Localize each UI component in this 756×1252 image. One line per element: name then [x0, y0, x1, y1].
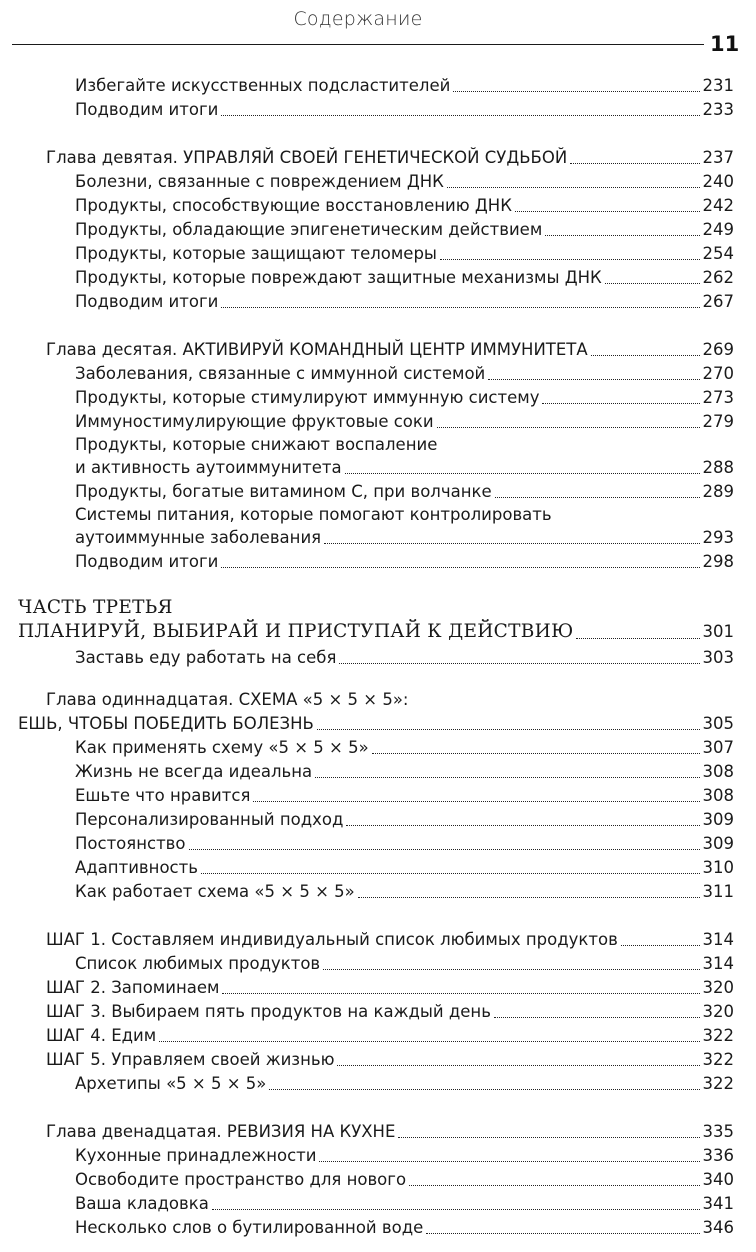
toc-entry-page: 303	[702, 648, 734, 667]
toc-chapter-entry[interactable]	[46, 1121, 734, 1143]
dot-leader	[576, 638, 699, 639]
toc-entry-page: 322	[702, 1074, 734, 1093]
toc-entry-page: 267	[702, 292, 734, 311]
toc-entry[interactable]	[75, 551, 734, 573]
toc-entry[interactable]	[75, 761, 734, 783]
toc-entry[interactable]	[75, 527, 734, 549]
toc-entry[interactable]	[75, 363, 734, 385]
toc-entry-page: 314	[702, 930, 734, 949]
dot-leader	[269, 1089, 699, 1090]
toc-entry-title: Глава девятая. УПРАВЛЯЙ СВОЕЙ ГЕНЕТИЧЕСКОЙ СУДЬБОЙ	[46, 148, 568, 167]
dot-leader	[315, 777, 699, 778]
dot-leader	[212, 1209, 700, 1210]
dot-leader	[358, 897, 700, 898]
toc-entry-page: 301	[702, 622, 734, 641]
dot-leader	[545, 235, 699, 236]
toc-entry-title: Архетипы «5 × 5 × 5»	[75, 1074, 267, 1093]
toc-entry-title: Болезни, связанные с повреждением ДНК	[75, 172, 444, 191]
toc-entry-title: Продукты, способствующие восстановлению ДНК	[75, 196, 512, 215]
toc-entry-title: и активность аутоиммунитета	[75, 458, 342, 477]
toc-entry[interactable]	[75, 243, 734, 265]
toc-entry-title-line1[interactable]: Системы питания, которые помогают контролировать	[75, 505, 552, 524]
toc-entry-page: 307	[702, 738, 734, 757]
toc-entry-page: 336	[702, 1146, 734, 1165]
toc-chapter-title-line1[interactable]: Глава одиннадцатая. СХЕМА «5 × 5 × 5»:	[46, 690, 409, 709]
toc-entry-page: 288	[702, 458, 734, 477]
toc-entry-title: Иммуностимулирующие фруктовые соки	[75, 412, 434, 431]
toc-step-entry[interactable]	[46, 1025, 734, 1047]
toc-entry-title: Освободите пространство для нового	[75, 1170, 407, 1189]
dot-leader	[337, 1065, 699, 1066]
toc-entry-page: 237	[702, 148, 734, 167]
toc-entry-title: Список любимых продуктов	[75, 954, 321, 973]
toc-entry-page: 254	[702, 244, 734, 263]
toc-entry[interactable]	[75, 457, 734, 479]
toc-entry-page: 320	[702, 1002, 734, 1021]
toc-entry-page: 279	[702, 412, 734, 431]
toc-chapter-entry[interactable]	[18, 713, 734, 735]
toc-entry-page: 249	[702, 220, 734, 239]
toc-entry-page: 298	[702, 552, 734, 571]
toc-entry-title: аутоиммунные заболевания	[75, 528, 322, 547]
toc-entry-title: Продукты, богатые витамином C, при волчанке	[75, 482, 492, 501]
dot-leader	[494, 1017, 700, 1018]
toc-part-entry[interactable]	[18, 620, 734, 644]
toc-entry-page: 341	[702, 1194, 734, 1213]
toc-entry-title: ЕШЬ, ЧТОБЫ ПОБЕДИТЬ БОЛЕЗНЬ	[18, 714, 314, 733]
toc-entry-page: 270	[702, 364, 734, 383]
toc-entry[interactable]	[75, 75, 734, 97]
toc-entry-title: ПЛАНИРУЙ, ВЫБИРАЙ И ПРИСТУПАЙ К ДЕЙСТВИЮ	[18, 621, 574, 642]
dot-leader	[570, 163, 699, 164]
toc-entry-title: Ешьте что нравится	[75, 786, 251, 805]
toc-entry-title: Персонализированный подход	[75, 810, 344, 829]
toc-entry[interactable]	[75, 647, 734, 669]
dot-leader	[542, 403, 699, 404]
toc-entry[interactable]	[75, 387, 734, 409]
toc-entry-page: 322	[702, 1026, 734, 1045]
toc-entry-page: 320	[702, 978, 734, 997]
toc-entry-title: Ваша кладовка	[75, 1194, 209, 1213]
dot-leader	[621, 945, 700, 946]
toc-entry[interactable]	[75, 1217, 734, 1239]
dot-leader	[605, 283, 700, 284]
toc-step-entry[interactable]	[46, 977, 734, 999]
dot-leader	[221, 567, 699, 568]
toc-entry-title-line1[interactable]: Продукты, которые снижают воспаление	[75, 435, 438, 454]
dot-leader	[495, 497, 700, 498]
toc-entry-title: Как применять схему «5 × 5 × 5»	[75, 738, 369, 757]
toc-entry-page: 273	[702, 388, 734, 407]
toc-entry-title: Несколько слов о бутилированной воде	[75, 1218, 424, 1237]
toc-entry-page: 289	[702, 482, 734, 501]
toc-entry-page: 314	[702, 954, 734, 973]
toc-entry-title: ШАГ 2. Запоминаем	[46, 978, 220, 997]
toc-entry-title: ШАГ 1. Составляем индивидуальный список любимых продуктов	[46, 930, 618, 949]
toc-entry-page: 310	[702, 858, 734, 877]
dot-leader	[222, 993, 699, 994]
toc-entry[interactable]	[75, 785, 734, 807]
header-rule	[12, 44, 704, 45]
toc-entry[interactable]	[75, 857, 734, 879]
toc-entry-page: 240	[702, 172, 734, 191]
toc-entry[interactable]	[75, 737, 734, 759]
toc-entry-title: ШАГ 3. Выбираем пять продуктов на каждый день	[46, 1002, 491, 1021]
toc-entry-title: Постоянство	[75, 834, 186, 853]
toc-entry[interactable]	[75, 953, 734, 975]
page-header-title: Содержание	[293, 8, 423, 30]
toc-step-entry[interactable]	[46, 929, 734, 951]
dot-leader	[345, 473, 700, 474]
toc-entry-title: Заставь еду работать на себя	[75, 648, 337, 667]
toc-entry[interactable]	[75, 171, 734, 193]
dot-leader	[221, 115, 699, 116]
toc-entry[interactable]	[75, 99, 734, 121]
toc-entry-title: Кухонные принадлежности	[75, 1146, 317, 1165]
dot-leader	[409, 1185, 699, 1186]
dot-leader	[346, 825, 699, 826]
toc-entry[interactable]	[75, 881, 734, 903]
dot-leader	[515, 211, 700, 212]
toc-entry[interactable]	[75, 1145, 734, 1167]
dot-leader	[189, 849, 700, 850]
dot-leader	[317, 729, 700, 730]
toc-entry[interactable]	[75, 219, 734, 241]
dot-leader	[440, 259, 700, 260]
dot-leader	[488, 379, 699, 380]
dot-leader	[319, 1161, 699, 1162]
toc-entry-page: 335	[702, 1122, 734, 1141]
toc-entry-page: 293	[702, 528, 734, 547]
toc-entry-title: Глава двенадцатая. РЕВИЗИЯ НА КУХНЕ	[46, 1122, 396, 1141]
dot-leader	[339, 663, 699, 664]
toc-entry-title: Подводим итоги	[75, 552, 219, 571]
toc-entry[interactable]	[75, 291, 734, 313]
toc-entry-title: Заболевания, связанные с иммунной системой	[75, 364, 486, 383]
toc-entry-title: Продукты, которые повреждают защитные механизмы ДНК	[75, 268, 602, 287]
toc-entry-title: Адаптивность	[75, 858, 198, 877]
toc-chapter-entry[interactable]	[46, 339, 734, 361]
toc-entry-title: Продукты, обладающие эпигенетическим действием	[75, 220, 543, 239]
dot-leader	[372, 753, 700, 754]
dot-leader	[447, 187, 700, 188]
toc-entry-title: ШАГ 4. Едим	[46, 1026, 157, 1045]
toc-entry-title: Избегайте искусственных подсластителей	[75, 76, 451, 95]
toc-entry[interactable]	[75, 1073, 734, 1095]
dot-leader	[437, 427, 700, 428]
toc-entry-page: 262	[702, 268, 734, 287]
dot-leader	[201, 873, 700, 874]
dot-leader	[591, 355, 700, 356]
toc-entry-title: Продукты, которые защищают теломеры	[75, 244, 437, 263]
toc-entry[interactable]	[75, 833, 734, 855]
toc-entry-title: Подводим итоги	[75, 292, 219, 311]
dot-leader	[159, 1041, 699, 1042]
toc-entry-page: 346	[702, 1218, 734, 1237]
dot-leader	[426, 1233, 699, 1234]
toc-entry-page: 233	[702, 100, 734, 119]
toc-entry-title: ШАГ 5. Управляем своей жизнью	[46, 1050, 335, 1069]
toc-entry-title: Жизнь не всегда идеальна	[75, 762, 313, 781]
toc-entry[interactable]	[75, 267, 734, 289]
toc-entry-page: 311	[702, 882, 734, 901]
toc-entry-page: 309	[702, 810, 734, 829]
toc-step-entry[interactable]	[46, 1001, 734, 1023]
toc-entry-page: 322	[702, 1050, 734, 1069]
toc-entry-page: 305	[702, 714, 734, 733]
toc-entry-page: 308	[702, 762, 734, 781]
toc-entry[interactable]	[75, 481, 734, 503]
toc-entry-page: 269	[702, 340, 734, 359]
toc-entry-title: Глава десятая. АКТИВИРУЙ КОМАНДНЫЙ ЦЕНТР ИММУНИТЕТА	[46, 340, 588, 359]
dot-leader	[324, 543, 699, 544]
toc-entry-title: Продукты, которые стимулируют иммунную систему	[75, 388, 540, 407]
dot-leader	[253, 801, 699, 802]
toc-part-heading[interactable]: ЧАСТЬ ТРЕТЬЯ	[18, 597, 173, 618]
toc-entry-page: 231	[702, 76, 734, 95]
toc-entry[interactable]	[75, 1193, 734, 1215]
toc-entry-page: 308	[702, 786, 734, 805]
toc-entry-title: Как работает схема «5 × 5 × 5»	[75, 882, 355, 901]
toc-entry[interactable]	[75, 1169, 734, 1191]
toc-entry-page: 309	[702, 834, 734, 853]
dot-leader	[323, 969, 699, 970]
toc-entry[interactable]	[75, 809, 734, 831]
toc-entry[interactable]	[75, 411, 734, 433]
dot-leader	[221, 307, 699, 308]
toc-entry[interactable]	[75, 195, 734, 217]
dot-leader	[398, 1137, 699, 1138]
toc-entry-page: 242	[702, 196, 734, 215]
toc-entry-title: Подводим итоги	[75, 100, 219, 119]
page-number: 11	[710, 32, 740, 56]
toc-step-entry[interactable]	[46, 1049, 734, 1071]
toc-entry-page: 340	[702, 1170, 734, 1189]
dot-leader	[453, 91, 699, 92]
toc-chapter-entry[interactable]	[46, 147, 734, 169]
